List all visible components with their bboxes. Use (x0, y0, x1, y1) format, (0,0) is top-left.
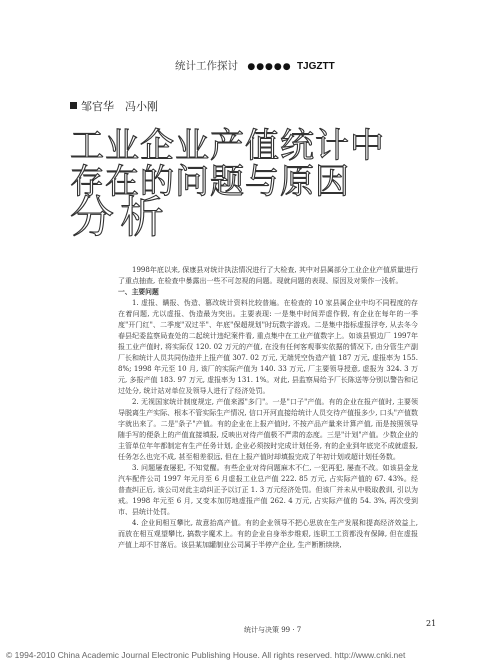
journal-header (175, 58, 335, 73)
footer-journal-issue: 统计与决策 99 · 7 (244, 626, 302, 634)
body-paragraph: 4. 企业间相互攀比, 故意抬高产值。有的企业领导不把心思放在生产发展和提高经济效益上, 而放在相互观望攀比, 搞数字魔术上。有的企业自身举步维艰, 连职工工资都没有保障, 但在虚报产值上却不甘落后。该县某加罐制业公司属于半停产企业, 生产断断续续, (118, 519, 418, 549)
body-paragraph: 3. 问题屡查屡犯, 不知觉醒。有些企业对待问题麻木不仁, 一犯再犯, 屡查不改。如该县金龙汽车配件公司 1997 年元月至 6 月虚报工业总产值 222. 85 万元, 占实际产值的 67. 43%。经普查纠正后, 该公司对此主动纠正予以订正 1. 3 万元经济处罚。但该厂并未从中吸取教训, 引以为戒。1998 年元至 6 月, 又变本加厉地虚报产值 262. 4 万元, 占实际产值的 54. 3%, 再次受到市、县统计处罚。 (118, 464, 418, 516)
author-line (70, 98, 158, 114)
author-names: 邹官华 冯小刚 (81, 100, 158, 113)
page-number: 21 (426, 619, 437, 628)
journal-code: TJGZTT (296, 61, 335, 72)
square-bullet-icon (70, 102, 77, 109)
title-line-1: 工业企业产值统计中 (70, 126, 385, 166)
body-paragraph: 2. 无视国家统计制度规定, 产值来源"多门"。一是"口子"产值。有的企业在报产值时, 主要领导脱离生产实际、根本不管实际生产情况, 信口开河直接给统计人员交待产值报多少, 口头"产值数字就出来了。二是"条子"产值。有的企业在上报产值时, 不按产品产量来计算产值, 而是按照领导随手写的便条上的产值直接填报, 反映出对待产值极不严肃的态度。三是"计划"产值。少数企业的主管单位年年都制定有生产任务计划, 企业必须按时完成计划任务, 有的企业到年底完不成就虚报, 任务怎么也完不成, 甚至相差很远, 但在上报产值时却填报完成了年初计划或超计划任务数。 (118, 398, 418, 461)
title-line-3: 分析 (70, 192, 170, 243)
journal-section-name: 统计工作探讨 (175, 60, 238, 72)
body-paragraph: 1998年底以来, 保康县对统计执法情况进行了大检查, 其中对县属部分工业企业产值质量进行了重点抽查, 在检查中暴露出一些不可忽视的问题。现就问题的表现、原因及对策作一浅析。 (118, 266, 418, 285)
article-title (70, 126, 400, 243)
section-heading: 一、主要问题 (118, 288, 159, 296)
article-body (118, 265, 418, 551)
decorative-dots: ●●●●● (247, 62, 292, 72)
body-paragraph: 1. 虚报、瞒报、伪造、篡改统计资料比较普遍。在检查的 10 家县属企业中均不同程度的存在着问题, 尤以虚报、伪造最为突出。主要表现: 一是集中时间弄虚作假, 有企业在每年的一季度"开门红"、二季度"双过半"、年底"保超规划"时玩数字游戏。二是集中指标虚报浮夸, 从去冬今春县纪委监察局查处的二起统计违纪案件看, 重点集中在工业产值数字上。如该县银边厂 1997年报工业产值时, 将实际仅 120. 02 万元的产值, 在没有任何客观事实依据的情况下, 由分管生产副厂长和统计人员共同伪造并上报产值 307. 02 万元, 无端凭空伪造产值 187 万元, 虚报率为 155. 8%; 1998 年元至 10 月, 该厂的实际产值为 140. 33 万元, 厂主要领导授意, 虚报为 324. 3 万元, 多报产值 183. 97 万元, 虚报率为 131. 1%。对此, 县监察局给予厂长陈送等分别以警告和记过处分, 统计站对单位及领导人进行了经济处罚。 (118, 299, 418, 395)
copyright-notice: © 1994-2010 China Academic Journal Electronic Publishing House. All rights reserved. http://www.cnki.net (6, 650, 406, 660)
title-line-2: 存在的问题与原因 (70, 162, 350, 202)
